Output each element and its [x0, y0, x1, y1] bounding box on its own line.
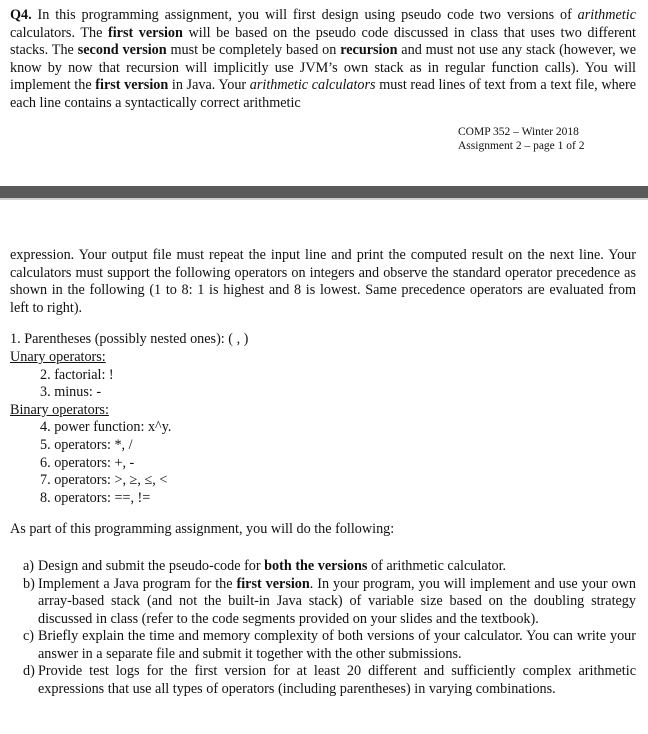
unary-heading: Unary operators:: [10, 348, 106, 365]
list-item: 2. factorial: !: [40, 366, 114, 383]
page-label: Assignment 2 – page 1 of 2: [458, 140, 585, 152]
task-marker: a): [23, 557, 35, 574]
page-separator: [0, 186, 648, 200]
binary-heading: Binary operators:: [10, 401, 109, 418]
task-c: c) Briefly explain the time and memory complexity of both versions of your calculator. You can write your answer in a separate file and submit it together with the other submissions.: [10, 628, 636, 663]
task-marker: c): [23, 628, 35, 645]
list-item: 6. operators: +, -: [40, 454, 135, 471]
task-b: b) Implement a Java program for the first version. In your program, you will implement and use your own array-based stack (and not the built-in Java stack) of variable size based on the doubling strategy discussed in class (refer to the code segments provided on your slides and the textbook).: [10, 576, 636, 629]
course-label: COMP 352 – Winter 2018: [458, 126, 579, 138]
page-footer-header: [458, 125, 584, 153]
list-item: 7. operators: >, ≥, ≤, <: [40, 472, 168, 489]
page-one-excerpt: [0, 0, 648, 186]
intro-paragraph: expression. Your output file must repeat the input line and print the computed result on the next line. Your calculators must support the following operators on integers and observe the standard operator precedence as shown in the following (1 to 8: 1 is highest and 8 is lowest. Same precedence operators are evaluated from left to right).: [10, 247, 636, 316]
task-a: a) Design and submit the pseudo-code for both the versions of arithmetic calculator.: [10, 558, 636, 576]
list-item: 3. minus: -: [40, 384, 102, 401]
tasks-intro: As part of this programming assignment, you will do the following:: [10, 521, 395, 538]
parentheses-item: 1. Parentheses (possibly nested ones): ( , ): [10, 331, 249, 348]
task-marker: b): [23, 575, 35, 592]
operator-precedence-list: [10, 331, 648, 507]
question-label: Q4.: [10, 7, 32, 23]
question-paragraph: Q4. In this programming assignment, you will first design using pseudo code two versions of arithmetic calculators. The first version will be based on the pseudo code discussed in class that uses two different stacks. The second version must be completely based on recursion and must not use any stack (however, we know by now that recursion will implicitly use JVM’s own stack as in regular function calls). You will implement the first version in Java. Your arithmetic calculators must read lines of text from a text file, where each line contains a syntactically correct arithmetic: [10, 7, 636, 111]
page-two-excerpt: [0, 200, 648, 699]
list-item: 8. operators: ==, !=: [40, 489, 151, 506]
list-item: 5. operators: *, /: [40, 436, 133, 453]
task-marker: d): [23, 663, 35, 680]
task-d: d) Provide test logs for the first version for at least 20 different and sufficiently complex arithmetic expressions that use all types of operators (including parentheses) in varying combinations.: [10, 663, 636, 698]
list-item: 4. power function: x^y.: [40, 419, 172, 436]
task-list: [10, 558, 636, 699]
